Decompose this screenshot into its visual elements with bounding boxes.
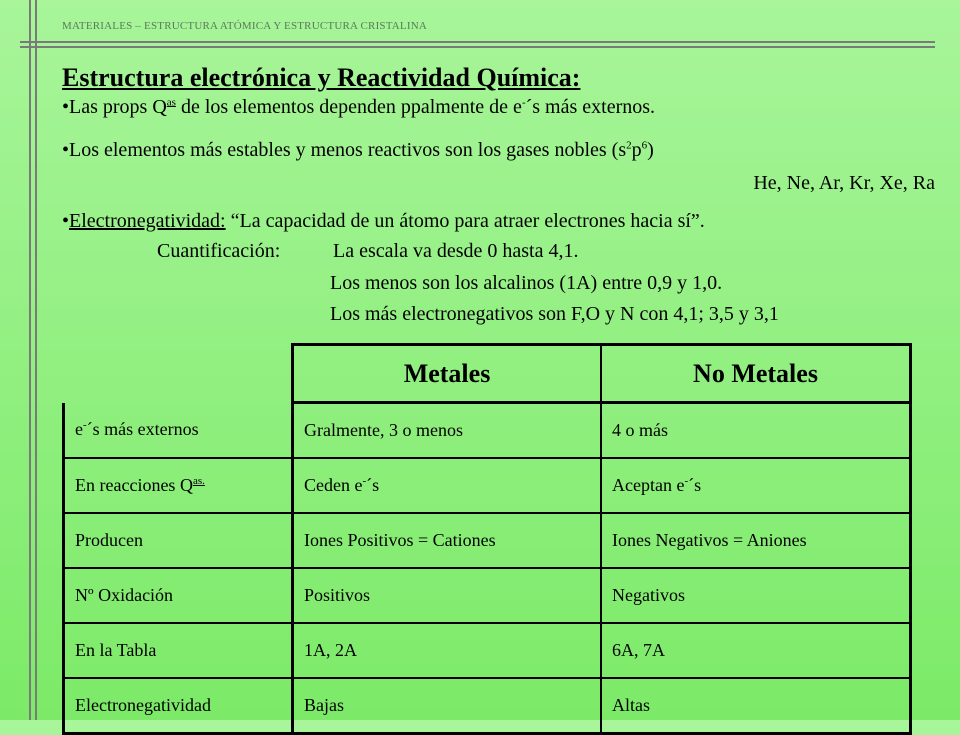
- bullet-noble-gases: •Los elementos más estables y menos reactivos son los gases nobles $(s^2p^6)$: [62, 139, 654, 161]
- quantification-3: Los más electronegativos son F,O y N con 4,1; 3,5 y 3,1: [330, 303, 779, 325]
- row-label: En reacciones $Q^{as.}$: [64, 458, 293, 513]
- top-border-line-1: [20, 41, 935, 43]
- cell-metales: Positivos: [293, 568, 602, 623]
- col-header-nometales: No Metales: [601, 345, 911, 403]
- cell-nometales: Negativos: [601, 568, 911, 623]
- electronegativity-term: Electronegatividad:: [69, 210, 226, 232]
- table-row: [64, 623, 911, 678]
- slide-title: Estructura electrónica y Reactividad Química:: [62, 63, 581, 92]
- noble-gases-list: He, Ne, Ar, Kr, Xe, Ra: [753, 172, 935, 194]
- cell-nometales: Aceptan e-´s: [601, 458, 911, 513]
- cell-metales: Iones Positivos = Cationes: [293, 513, 602, 568]
- table-row: [64, 678, 911, 734]
- table-row: [64, 513, 911, 568]
- cell-metales: Gralmente, 3 o menos: [293, 403, 602, 459]
- cell-metales: Ceden e-´s: [293, 458, 602, 513]
- quantification-2: Los menos son los alcalinos (1A) entre 0,9 y 1,0.: [330, 272, 723, 294]
- quantification-label: Cuantificación:: [157, 240, 281, 262]
- cell-nometales: 6A, 7A: [601, 623, 911, 678]
- cell-metales: 1A, 2A: [293, 623, 602, 678]
- table-header-row: [64, 345, 911, 403]
- bullet-props: •Las props $Q^{as}$ de los elementos dependen ppalmente de e-´s más externos.: [62, 96, 656, 118]
- table-corner: [64, 345, 293, 403]
- row-label: Producen: [64, 513, 293, 568]
- cell-nometales: Altas: [601, 678, 911, 734]
- cell-nometales: 4 o más: [601, 403, 911, 459]
- slide-header: MATERIALES – ESTRUCTURA ATÓMICA Y ESTRUCTURA CRISTALINA: [62, 20, 427, 32]
- row-label: En la Tabla: [64, 623, 293, 678]
- comparison-table: [62, 343, 912, 735]
- table-row: [64, 403, 911, 459]
- cell-metales: Bajas: [293, 678, 602, 734]
- left-border-line-1: [29, 0, 31, 720]
- row-label: Nº Oxidación: [64, 568, 293, 623]
- quantification-1: La escala va desde 0 hasta 4,1.: [333, 240, 579, 262]
- cell-nometales: Iones Negativos = Aniones: [601, 513, 911, 568]
- table-row: [64, 568, 911, 623]
- col-header-metales: Metales: [293, 345, 602, 403]
- table-row: [64, 458, 911, 513]
- bullet-electronegativity: •Electronegatividad: “La capacidad de un átomo para atraer electrones hacia sí”.: [62, 210, 705, 232]
- row-label: Electronegatividad: [64, 678, 293, 734]
- left-border-line-2: [35, 0, 37, 720]
- top-border-line-2: [20, 46, 935, 48]
- row-label: e-´s más externos: [64, 403, 293, 459]
